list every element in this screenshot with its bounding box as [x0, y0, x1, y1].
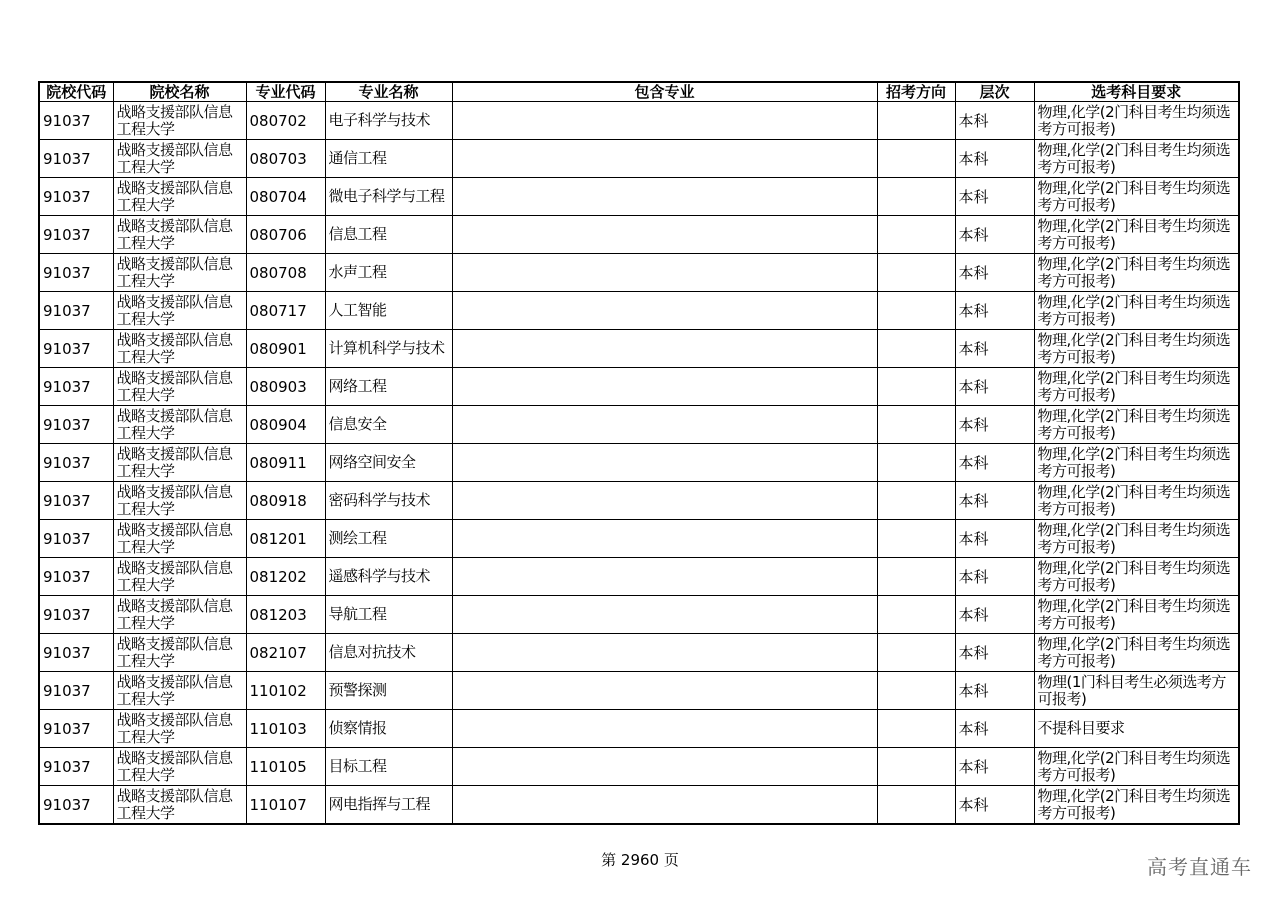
table-row	[39, 482, 1239, 520]
table-row	[39, 672, 1239, 710]
cell-level: 本科	[955, 102, 1034, 140]
cell-institution-name: 战略支援部队信息工程大学	[113, 710, 246, 748]
cell-level: 本科	[955, 216, 1034, 254]
cell-direction	[877, 216, 955, 254]
cell-subject-requirement: 物理,化学(2门科目考生均须选考方可报考)	[1034, 444, 1239, 482]
cell-included-majors	[452, 710, 877, 748]
cell-major-name: 测绘工程	[325, 520, 452, 558]
cell-institution-name: 战略支援部队信息工程大学	[113, 596, 246, 634]
cell-direction	[877, 748, 955, 786]
cell-direction	[877, 406, 955, 444]
cell-subject-requirement: 物理,化学(2门科目考生均须选考方可报考)	[1034, 482, 1239, 520]
cell-subject-requirement: 物理,化学(2门科目考生均须选考方可报考)	[1034, 786, 1239, 825]
cell-level: 本科	[955, 292, 1034, 330]
cell-included-majors	[452, 596, 877, 634]
cell-subject-requirement: 物理(1门科目考生必须选考方可报考)	[1034, 672, 1239, 710]
cell-included-majors	[452, 406, 877, 444]
column-header-institution-code: 院校代码	[39, 82, 113, 102]
cell-included-majors	[452, 102, 877, 140]
cell-institution-name: 战略支援部队信息工程大学	[113, 102, 246, 140]
table-row	[39, 710, 1239, 748]
cell-major-code: 081203	[246, 596, 325, 634]
cell-institution-name: 战略支援部队信息工程大学	[113, 140, 246, 178]
cell-included-majors	[452, 786, 877, 825]
cell-institution-name: 战略支援部队信息工程大学	[113, 520, 246, 558]
cell-level: 本科	[955, 330, 1034, 368]
table-row	[39, 102, 1239, 140]
cell-level: 本科	[955, 140, 1034, 178]
cell-included-majors	[452, 748, 877, 786]
column-header-institution-name: 院校名称	[113, 82, 246, 102]
column-header-major-code: 专业代码	[246, 82, 325, 102]
cell-subject-requirement: 物理,化学(2门科目考生均须选考方可报考)	[1034, 254, 1239, 292]
cell-institution-code: 91037	[39, 786, 113, 825]
cell-major-name: 水声工程	[325, 254, 452, 292]
cell-institution-code: 91037	[39, 140, 113, 178]
cell-major-code: 081201	[246, 520, 325, 558]
cell-major-code: 080911	[246, 444, 325, 482]
cell-major-name: 电子科学与技术	[325, 102, 452, 140]
cell-major-code: 110105	[246, 748, 325, 786]
cell-major-name: 密码科学与技术	[325, 482, 452, 520]
cell-direction	[877, 178, 955, 216]
cell-direction	[877, 672, 955, 710]
table-row	[39, 178, 1239, 216]
cell-major-code: 110102	[246, 672, 325, 710]
cell-level: 本科	[955, 786, 1034, 825]
cell-institution-name: 战略支援部队信息工程大学	[113, 558, 246, 596]
cell-major-name: 预警探测	[325, 672, 452, 710]
cell-subject-requirement: 物理,化学(2门科目考生均须选考方可报考)	[1034, 634, 1239, 672]
cell-included-majors	[452, 140, 877, 178]
cell-included-majors	[452, 444, 877, 482]
cell-direction	[877, 292, 955, 330]
cell-subject-requirement: 物理,化学(2门科目考生均须选考方可报考)	[1034, 102, 1239, 140]
cell-major-code: 080904	[246, 406, 325, 444]
admissions-table	[38, 81, 1240, 825]
cell-institution-code: 91037	[39, 672, 113, 710]
cell-institution-name: 战略支援部队信息工程大学	[113, 672, 246, 710]
cell-level: 本科	[955, 178, 1034, 216]
table-header-row	[39, 82, 1239, 102]
column-header-subject-requirement: 选考科目要求	[1034, 82, 1239, 102]
cell-institution-code: 91037	[39, 254, 113, 292]
page-number: 第 2960 页	[601, 851, 679, 869]
cell-institution-name: 战略支援部队信息工程大学	[113, 368, 246, 406]
cell-direction	[877, 596, 955, 634]
cell-subject-requirement: 物理,化学(2门科目考生均须选考方可报考)	[1034, 292, 1239, 330]
cell-major-name: 侦察情报	[325, 710, 452, 748]
cell-institution-code: 91037	[39, 330, 113, 368]
cell-major-name: 网电指挥与工程	[325, 786, 452, 825]
column-header-level: 层次	[955, 82, 1034, 102]
cell-major-code: 080702	[246, 102, 325, 140]
cell-level: 本科	[955, 634, 1034, 672]
cell-institution-name: 战略支援部队信息工程大学	[113, 406, 246, 444]
cell-subject-requirement: 物理,化学(2门科目考生均须选考方可报考)	[1034, 140, 1239, 178]
table-row	[39, 254, 1239, 292]
table-row	[39, 406, 1239, 444]
cell-institution-name: 战略支援部队信息工程大学	[113, 634, 246, 672]
table-row	[39, 330, 1239, 368]
column-header-direction: 招考方向	[877, 82, 955, 102]
cell-level: 本科	[955, 558, 1034, 596]
cell-major-code: 080706	[246, 216, 325, 254]
cell-institution-name: 战略支援部队信息工程大学	[113, 786, 246, 825]
brand-watermark: 高考直通车	[1147, 855, 1252, 879]
cell-major-code: 080901	[246, 330, 325, 368]
cell-institution-code: 91037	[39, 520, 113, 558]
cell-institution-code: 91037	[39, 558, 113, 596]
cell-included-majors	[452, 178, 877, 216]
cell-institution-name: 战略支援部队信息工程大学	[113, 254, 246, 292]
table-row	[39, 520, 1239, 558]
cell-major-name: 信息安全	[325, 406, 452, 444]
cell-level: 本科	[955, 520, 1034, 558]
cell-level: 本科	[955, 672, 1034, 710]
cell-subject-requirement: 不提科目要求	[1034, 710, 1239, 748]
cell-major-name: 信息对抗技术	[325, 634, 452, 672]
cell-major-code: 080704	[246, 178, 325, 216]
cell-major-code: 081202	[246, 558, 325, 596]
cell-subject-requirement: 物理,化学(2门科目考生均须选考方可报考)	[1034, 520, 1239, 558]
cell-institution-name: 战略支援部队信息工程大学	[113, 178, 246, 216]
cell-direction	[877, 140, 955, 178]
cell-included-majors	[452, 330, 877, 368]
cell-level: 本科	[955, 368, 1034, 406]
cell-major-code: 080703	[246, 140, 325, 178]
cell-level: 本科	[955, 748, 1034, 786]
column-header-major-name: 专业名称	[325, 82, 452, 102]
cell-level: 本科	[955, 254, 1034, 292]
table-row	[39, 786, 1239, 825]
cell-major-code: 080918	[246, 482, 325, 520]
cell-level: 本科	[955, 444, 1034, 482]
table-row	[39, 558, 1239, 596]
cell-major-name: 遥感科学与技术	[325, 558, 452, 596]
cell-direction	[877, 520, 955, 558]
cell-direction	[877, 444, 955, 482]
cell-direction	[877, 634, 955, 672]
cell-subject-requirement: 物理,化学(2门科目考生均须选考方可报考)	[1034, 216, 1239, 254]
cell-level: 本科	[955, 482, 1034, 520]
table-row	[39, 748, 1239, 786]
cell-major-code: 110103	[246, 710, 325, 748]
cell-subject-requirement: 物理,化学(2门科目考生均须选考方可报考)	[1034, 596, 1239, 634]
cell-institution-code: 91037	[39, 178, 113, 216]
cell-major-code: 110107	[246, 786, 325, 825]
cell-institution-name: 战略支援部队信息工程大学	[113, 748, 246, 786]
cell-included-majors	[452, 292, 877, 330]
cell-major-code: 080717	[246, 292, 325, 330]
cell-included-majors	[452, 672, 877, 710]
cell-institution-name: 战略支援部队信息工程大学	[113, 330, 246, 368]
cell-level: 本科	[955, 406, 1034, 444]
cell-major-name: 导航工程	[325, 596, 452, 634]
cell-subject-requirement: 物理,化学(2门科目考生均须选考方可报考)	[1034, 558, 1239, 596]
cell-institution-code: 91037	[39, 634, 113, 672]
cell-direction	[877, 558, 955, 596]
column-header-included-majors: 包含专业	[452, 82, 877, 102]
cell-included-majors	[452, 558, 877, 596]
cell-included-majors	[452, 368, 877, 406]
cell-direction	[877, 102, 955, 140]
cell-institution-code: 91037	[39, 102, 113, 140]
cell-major-name: 通信工程	[325, 140, 452, 178]
cell-subject-requirement: 物理,化学(2门科目考生均须选考方可报考)	[1034, 406, 1239, 444]
table-row	[39, 140, 1239, 178]
cell-direction	[877, 710, 955, 748]
table-row	[39, 292, 1239, 330]
cell-institution-code: 91037	[39, 482, 113, 520]
cell-included-majors	[452, 216, 877, 254]
cell-institution-name: 战略支援部队信息工程大学	[113, 292, 246, 330]
cell-included-majors	[452, 520, 877, 558]
cell-subject-requirement: 物理,化学(2门科目考生均须选考方可报考)	[1034, 330, 1239, 368]
cell-major-code: 082107	[246, 634, 325, 672]
cell-major-name: 信息工程	[325, 216, 452, 254]
cell-major-code: 080903	[246, 368, 325, 406]
cell-major-name: 计算机科学与技术	[325, 330, 452, 368]
cell-institution-name: 战略支援部队信息工程大学	[113, 444, 246, 482]
cell-direction	[877, 330, 955, 368]
cell-institution-code: 91037	[39, 292, 113, 330]
cell-direction	[877, 254, 955, 292]
cell-level: 本科	[955, 710, 1034, 748]
cell-included-majors	[452, 482, 877, 520]
cell-direction	[877, 368, 955, 406]
cell-institution-code: 91037	[39, 596, 113, 634]
cell-major-name: 网络空间安全	[325, 444, 452, 482]
cell-level: 本科	[955, 596, 1034, 634]
table-body	[39, 102, 1239, 825]
cell-institution-code: 91037	[39, 444, 113, 482]
cell-institution-code: 91037	[39, 216, 113, 254]
cell-institution-code: 91037	[39, 406, 113, 444]
table-row	[39, 216, 1239, 254]
table-row	[39, 368, 1239, 406]
cell-major-name: 人工智能	[325, 292, 452, 330]
cell-included-majors	[452, 634, 877, 672]
cell-subject-requirement: 物理,化学(2门科目考生均须选考方可报考)	[1034, 748, 1239, 786]
cell-institution-code: 91037	[39, 368, 113, 406]
table-row	[39, 596, 1239, 634]
cell-subject-requirement: 物理,化学(2门科目考生均须选考方可报考)	[1034, 178, 1239, 216]
cell-direction	[877, 482, 955, 520]
cell-subject-requirement: 物理,化学(2门科目考生均须选考方可报考)	[1034, 368, 1239, 406]
table-row	[39, 444, 1239, 482]
cell-major-name: 网络工程	[325, 368, 452, 406]
cell-institution-name: 战略支援部队信息工程大学	[113, 482, 246, 520]
cell-institution-code: 91037	[39, 748, 113, 786]
table-row	[39, 634, 1239, 672]
cell-institution-name: 战略支援部队信息工程大学	[113, 216, 246, 254]
cell-major-name: 目标工程	[325, 748, 452, 786]
cell-included-majors	[452, 254, 877, 292]
cell-direction	[877, 786, 955, 825]
cell-major-name: 微电子科学与工程	[325, 178, 452, 216]
cell-major-code: 080708	[246, 254, 325, 292]
cell-institution-code: 91037	[39, 710, 113, 748]
